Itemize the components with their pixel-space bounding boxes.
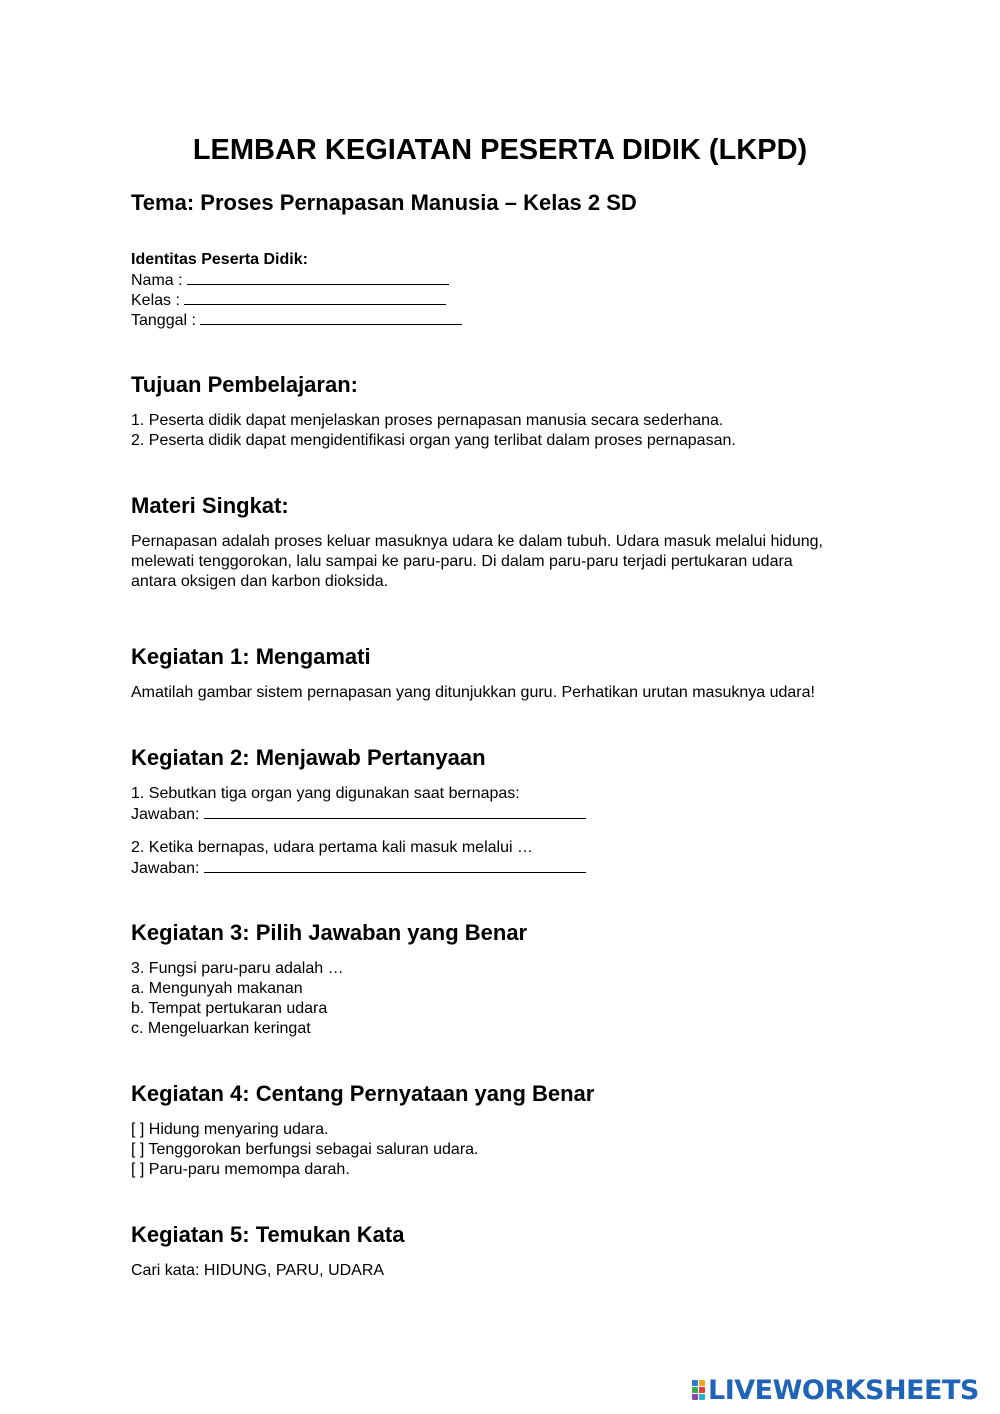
activity3-heading: Kegiatan 3: Pilih Jawaban yang Benar (131, 920, 528, 945)
checkbox-statement-1[interactable]: [ ] Hidung menyaring udara. (131, 1121, 329, 1138)
activity1-text: Amatilah gambar sistem pernapasan yang ditunjukkan guru. Perhatikan urutan masuknya udara! (131, 684, 815, 701)
option-b[interactable]: b. Tempat pertukaran udara (131, 1000, 328, 1017)
answer-row-1 (131, 804, 586, 825)
material-heading: Materi Singkat: (131, 493, 289, 518)
theme-heading: Tema: Proses Pernapasan Manusia – Kelas 2 SD (131, 190, 637, 215)
identity-heading: Identitas Peserta Didik: (131, 251, 308, 268)
material-line: Pernapasan adalah proses keluar masuknya udara ke dalam tubuh. Udara masuk melalui hidung, (131, 533, 823, 550)
answer-field-1[interactable] (204, 804, 586, 819)
material-line: melewati tenggorokan, lalu sampai ke paru-paru. Di dalam paru-paru terjadi pertukaran udara (131, 553, 793, 570)
objective-item: 1. Peserta didik dapat menjelaskan proses pernapasan manusia secara sederhana. (131, 412, 724, 429)
objectives-heading: Tujuan Pembelajaran: (131, 372, 358, 397)
objective-item: 2. Peserta didik dapat mengidentifikasi organ yang terlibat dalam proses pernapasan. (131, 432, 736, 449)
name-field[interactable] (187, 270, 449, 285)
logo-grid-icon (692, 1380, 705, 1400)
activity4-heading: Kegiatan 4: Centang Pernyataan yang Benar (131, 1081, 595, 1106)
checkbox-statement-3[interactable]: [ ] Paru-paru memompa darah. (131, 1161, 350, 1178)
answer-field-2[interactable] (204, 858, 586, 873)
name-label: Nama : (131, 272, 183, 289)
activity5-text: Cari kata: HIDUNG, PARU, UDARA (131, 1262, 385, 1279)
answer-label: Jawaban: (131, 860, 200, 877)
option-a[interactable]: a. Mengunyah makanan (131, 980, 303, 997)
activity1-heading: Kegiatan 1: Mengamati (131, 644, 371, 669)
answer-row-2 (131, 858, 586, 879)
class-field[interactable] (184, 290, 446, 305)
logo-text: LIVEWORKSHEETS (708, 1374, 979, 1406)
option-c[interactable]: c. Mengeluarkan keringat (131, 1020, 311, 1037)
activity3-question: 3. Fungsi paru-paru adalah … (131, 960, 344, 977)
document-title: LEMBAR KEGIATAN PESERTA DIDIK (LKPD) (192, 134, 808, 166)
activity2-heading: Kegiatan 2: Menjawab Pertanyaan (131, 745, 486, 770)
date-row (131, 310, 462, 331)
liveworksheets-logo (692, 1376, 979, 1404)
activity5-heading: Kegiatan 5: Temukan Kata (131, 1222, 405, 1247)
question-1: 1. Sebutkan tiga organ yang digunakan saat bernapas: (131, 785, 520, 802)
class-row (131, 290, 446, 311)
class-label: Kelas : (131, 292, 180, 309)
date-label: Tanggal : (131, 312, 196, 329)
answer-label: Jawaban: (131, 806, 200, 823)
material-line: antara oksigen dan karbon dioksida. (131, 573, 389, 590)
date-field[interactable] (200, 310, 462, 325)
question-2: 2. Ketika bernapas, udara pertama kali masuk melalui … (131, 839, 533, 856)
checkbox-statement-2[interactable]: [ ] Tenggorokan berfungsi sebagai saluran udara. (131, 1141, 479, 1158)
name-row (131, 270, 449, 291)
